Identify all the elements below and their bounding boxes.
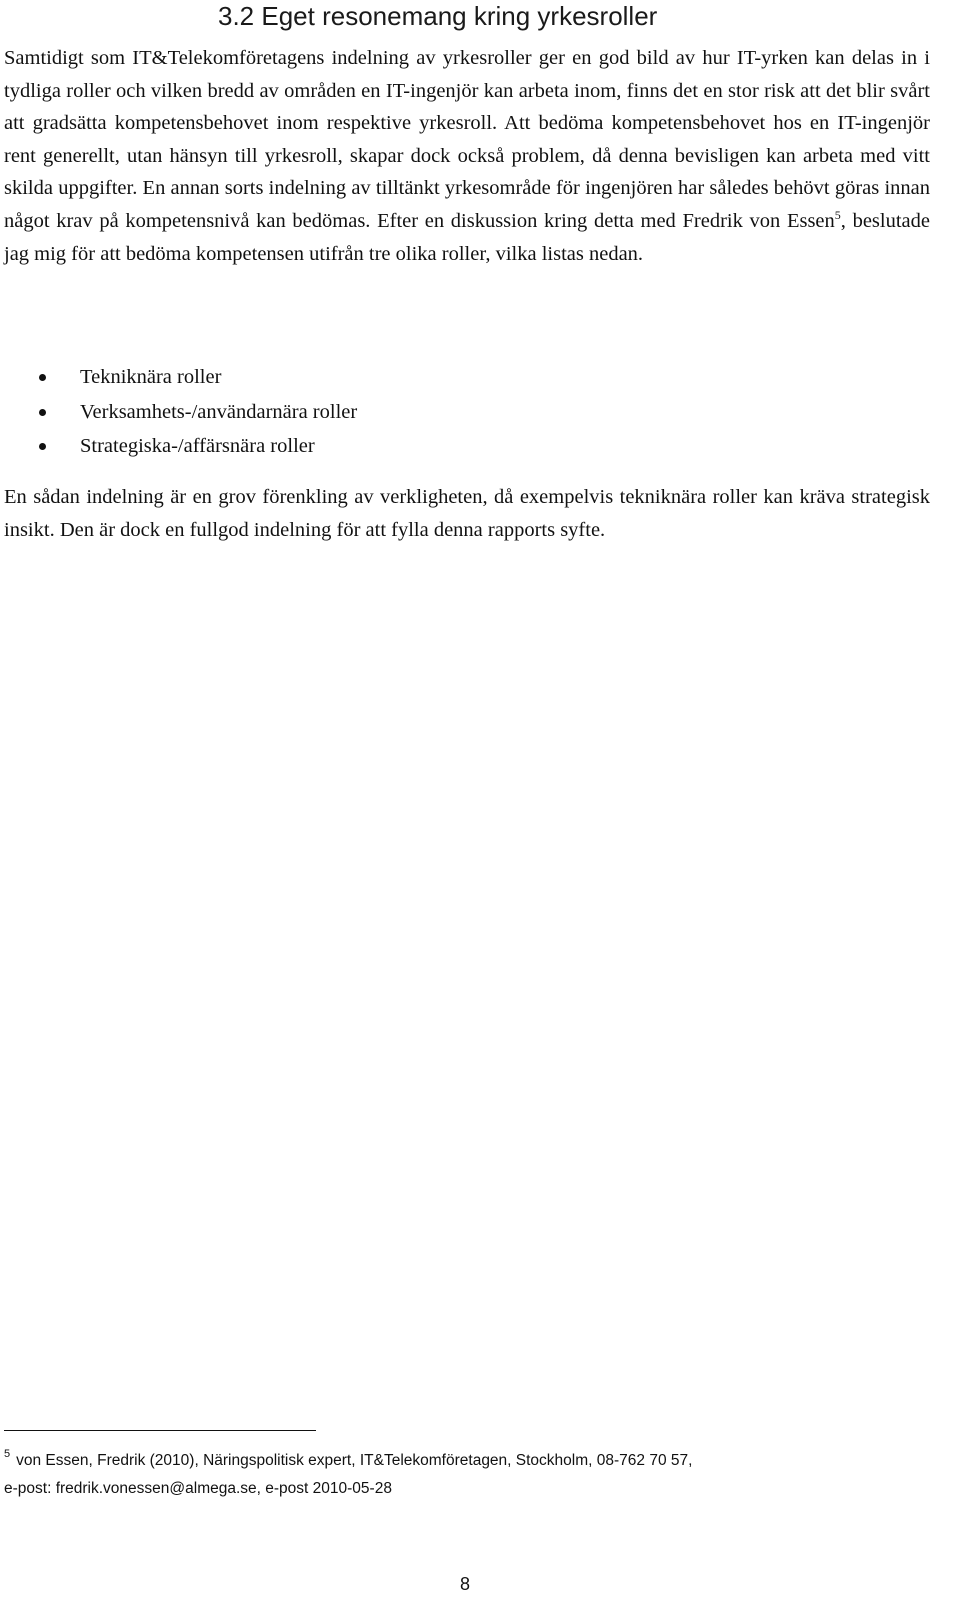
footnote-text-2: e-post: fredrik.vonessen@almega.se, e-post 2010-05-28 [4,1480,392,1497]
role-label: Strategiska-/affärsnära roller [80,435,315,457]
footnote-text-1: von Essen, Fredrik (2010), Näringspolitisk expert, IT&Telekomföretagen, Stockholm, 08-762 70 57, [16,1452,693,1469]
bullet-icon [39,443,46,450]
list-item [0,429,357,464]
body-paragraph-1 [4,42,930,270]
paragraph-1-text-end: , beslutade jag mig för att bedöma kompetensen utifrån tre olika roller, vilka listas nedan. [4,209,931,265]
list-item [0,360,357,395]
footnote-line-1 [4,1440,934,1475]
role-label: Verksamhets-/användarnära roller [80,400,358,423]
footnote-reference[interactable]: 5 [834,208,841,223]
section-heading: 3.2 Eget resonemang kring yrkesroller [218,1,658,31]
footnote [4,1440,934,1503]
list-item [0,395,357,430]
footnote-separator [4,1430,316,1431]
body-paragraph-2: En sådan indelning är en grov förenkling av verkligheten, då exempelvis tekniknära roller kan kräva strategisk insikt. Den är dock en fullgod indelning för att fylla denna rapports syfte. [4,486,930,541]
page-number: 8 [459,1574,470,1594]
role-list [0,360,357,464]
footnote-number: 5 [4,1448,11,1460]
bullet-icon [39,409,46,416]
paragraph-1-text: Samtidigt som IT&Telekomföretagens indelning av yrkesroller ger en god bild av hur IT-yrken kan delas in i tydliga roller och vilken bredd av områden en IT-ingenjör kan arbeta inom, finns det en stor risk att det blir svårt att gradsätta kompetensbehovet inom respektive yrkesroll. Att bedöma kompetensbehovet hos en IT-ingenjör rent generellt, utan hänsyn till yrkesroll, skapar dock också problem, då denna bevisligen kan arbeta med vitt skilda uppgifter. En annan sorts indelning av tilltänkt yrkesområde för ingenjören har således behövt göras innan något krav på kompetensnivå kan bedömas. Efter en diskussion kring detta med Fredrik von Essen [4,47,930,232]
role-label: Tekniknära roller [80,366,222,388]
bullet-icon [39,374,46,381]
